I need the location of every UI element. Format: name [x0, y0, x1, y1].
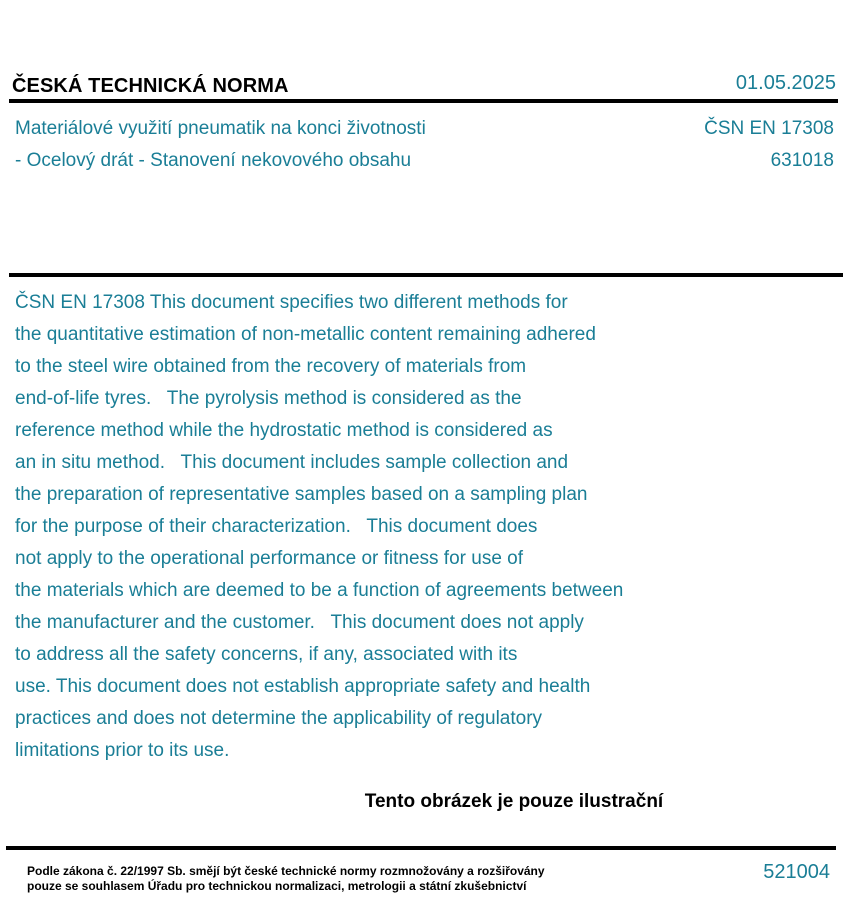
abstract-line: the preparation of representative samples based on a sampling plan	[15, 484, 588, 505]
abstract-line: ČSN EN 17308 This document specifies two different methods for	[15, 292, 568, 313]
abstract-line: end-of-life tyres. The pyrolysis method is considered as the	[15, 388, 522, 409]
standard-title-line-2: - Ocelový drát - Stanovení nekovového obsahu	[15, 150, 412, 171]
legal-line-2: pouze se souhlasem Úřadu pro technickou normalizaci, metrologii a státní zkušebnictví	[27, 879, 527, 893]
publication-date: 01.05.2025	[735, 72, 836, 94]
abstract-divider	[9, 273, 843, 277]
abstract-line: an in situ method. This document includes sample collection and	[15, 452, 569, 473]
abstract-text	[15, 287, 775, 767]
illustration-note: Tento obrázek je pouze ilustrační	[364, 791, 664, 812]
legal-notice	[27, 864, 545, 894]
standard-title-line-1: Materiálové využití pneumatik na konci životnosti	[15, 118, 426, 139]
abstract-line: to the steel wire obtained from the recovery of materials from	[15, 356, 527, 377]
footer-number: 521004	[763, 861, 830, 883]
abstract-line: not apply to the operational performance or fitness for use of	[15, 548, 524, 569]
abstract-line: use. This document does not establish appropriate safety and health	[15, 676, 591, 697]
abstract-line: practices and does not determine the applicability of regulatory	[15, 708, 543, 729]
header-divider	[9, 99, 838, 103]
standard-code: ČSN EN 17308	[704, 118, 834, 139]
footer-divider	[6, 846, 836, 850]
abstract-line: limitations prior to its use.	[15, 740, 230, 761]
abstract-line: for the purpose of their characterization. This document does	[15, 516, 538, 537]
abstract-line: the quantitative estimation of non-metallic content remaining adhered	[15, 324, 596, 345]
class-number: 631018	[770, 150, 834, 171]
document-type-title: ČESKÁ TECHNICKÁ NORMA	[12, 75, 289, 97]
abstract-line: to address all the safety concerns, if any, associated with its	[15, 644, 518, 665]
abstract-line: reference method while the hydrostatic method is considered as	[15, 420, 553, 441]
abstract-line: the materials which are deemed to be a function of agreements between	[15, 580, 624, 601]
legal-line-1: Podle zákona č. 22/1997 Sb. smějí být české technické normy rozmnožovány a rozšiřovány	[27, 864, 545, 878]
abstract-line: the manufacturer and the customer. This document does not apply	[15, 612, 584, 633]
